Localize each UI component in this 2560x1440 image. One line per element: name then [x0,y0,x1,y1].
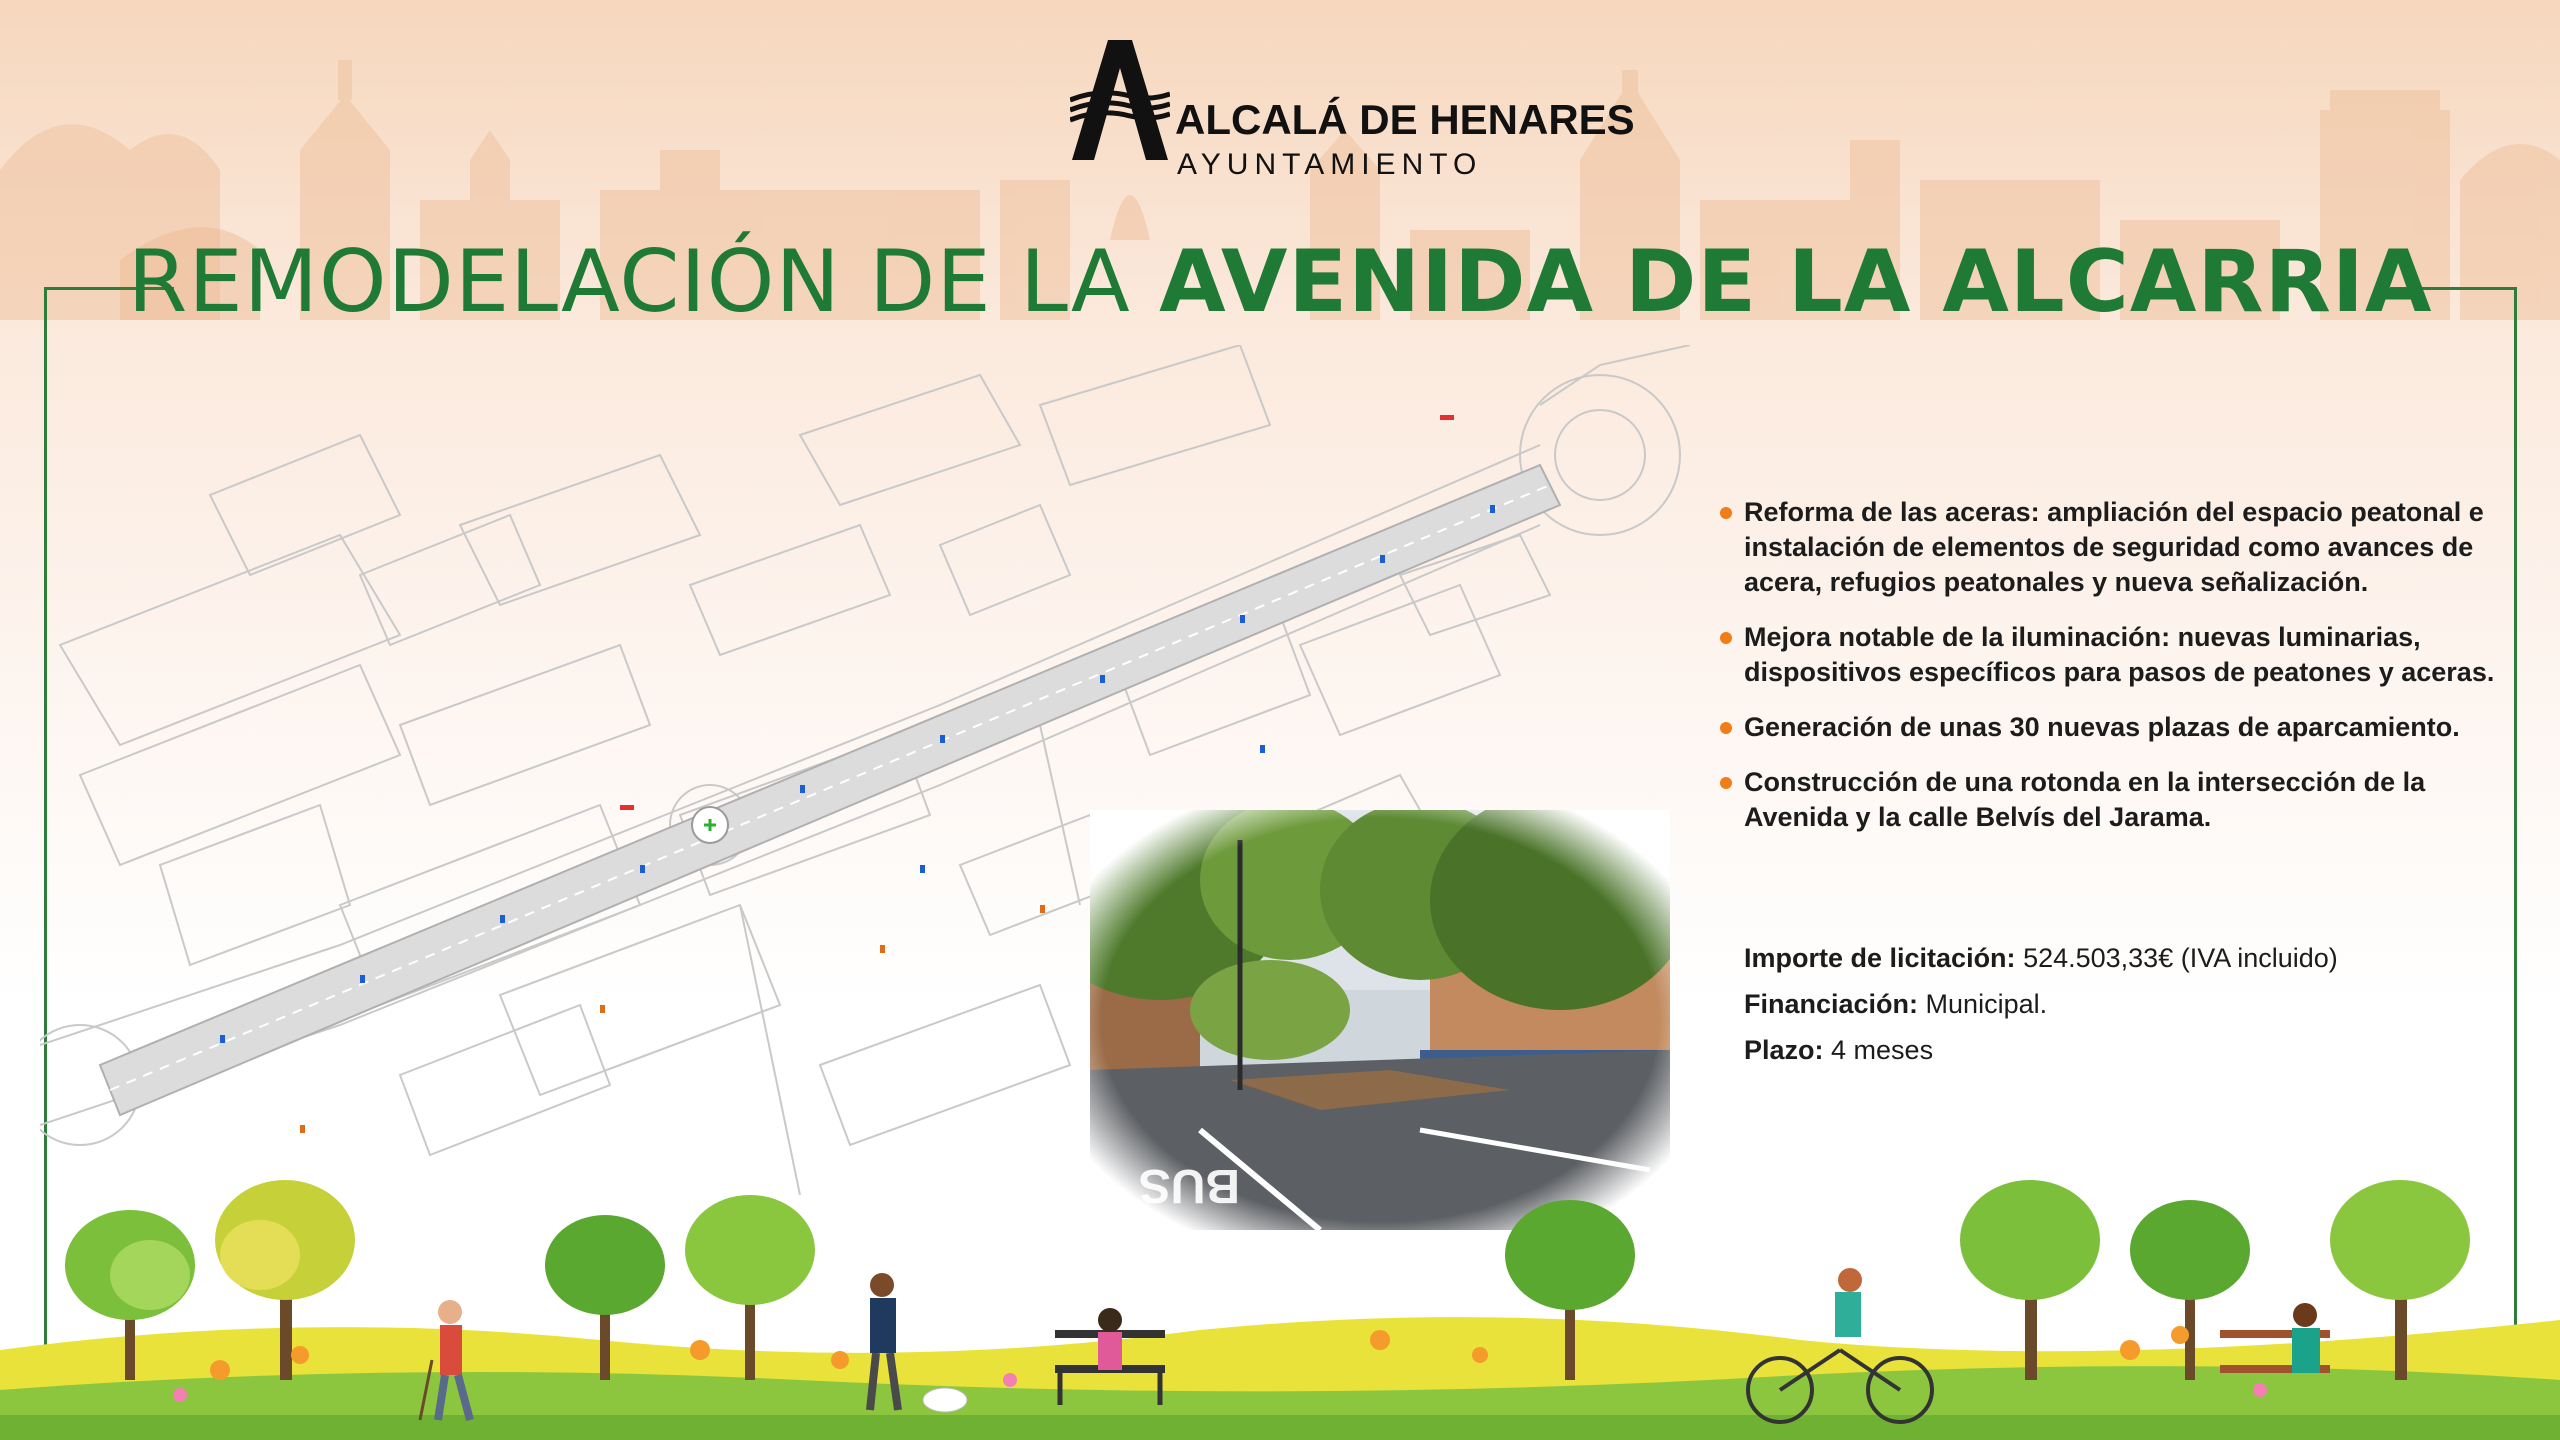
bullet-dot-icon [1720,632,1732,644]
info-bullets [1720,495,2510,855]
fact-plazo [1744,1027,2504,1073]
title-regular: REMODELACIÓN DE LA [127,232,1131,332]
fact-label: Importe de licitación: [1744,943,2016,973]
fact-label: Financiación: [1744,989,1919,1019]
bullet-text: Reforma de las aceras: ampliación del espacio peatonal e instalación de elementos de seguridad como avances de acera, refugios peatonales y nueva señalización. [1744,497,2484,597]
bullet-item [1720,710,2510,745]
fact-value: 524.503,33€ (IVA incluido) [2023,943,2338,973]
logo-subtitle: AYUNTAMIENTO [1177,148,1483,181]
bullet-text: Generación de unas 30 nuevas plazas de aparcamiento. [1744,712,2460,742]
tree-icon [1960,1180,2100,1380]
bullet-dot-icon [1720,507,1732,519]
project-facts [1744,935,2504,1073]
park-scene-illustration [0,1180,2560,1440]
fact-label: Plazo: [1744,1035,1824,1065]
city-logo [1070,38,1635,181]
title-bold: AVENIDA DE LA ALCARRIA [1159,232,2433,332]
bullet-item [1720,495,2510,600]
bullet-item [1720,620,2510,690]
logo-name: ALCALÁ DE HENARES [1175,96,1635,143]
fact-importe [1744,935,2504,981]
street-photo [1090,810,1670,1230]
bullet-dot-icon [1720,722,1732,734]
fact-financiacion [1744,981,2504,1027]
letter-a-logo-icon [1070,38,1170,163]
fact-value: Municipal. [1925,989,2048,1019]
page-title [0,232,2560,332]
bullet-text: Mejora notable de la iluminación: nuevas luminarias, dispositivos específicos para pasos de peatones y aceras. [1744,622,2495,687]
fact-value: 4 meses [1831,1035,1934,1065]
bullet-item [1720,765,2510,835]
bullet-text: Construcción de una rotonda en la intersección de la Avenida y la calle Belvís del Jarama. [1744,767,2426,832]
bullet-dot-icon [1720,777,1732,789]
